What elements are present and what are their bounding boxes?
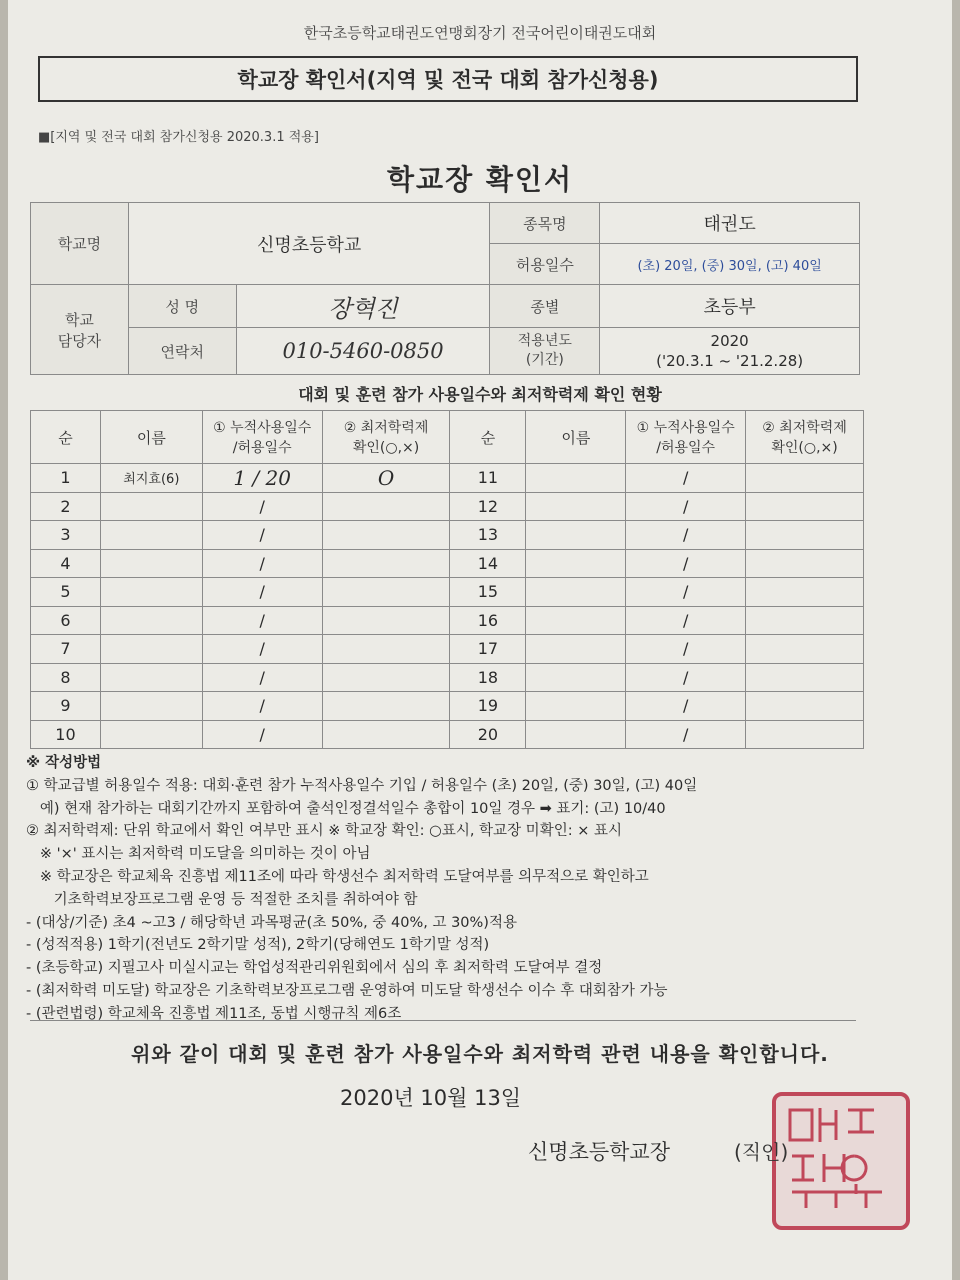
cell-num: 18 [450, 663, 526, 692]
cell-check [746, 578, 864, 607]
cell-name [100, 521, 202, 550]
instruction-line: - (성적적용) 1학기(전년도 2학기말 성적), 2학기(당해연도 1학기말 성적) [26, 937, 490, 954]
cell-num: 11 [450, 464, 526, 493]
table-row [31, 663, 864, 692]
cell-num: 19 [450, 692, 526, 721]
instructions [26, 752, 886, 1026]
cell-name [526, 578, 626, 607]
cell-name [100, 635, 202, 664]
table-row [31, 549, 864, 578]
school-label: 학교명 [31, 203, 129, 285]
allowed-label: 허용일수 [490, 244, 600, 285]
cell-usage: / [202, 578, 322, 607]
cell-usage: / [202, 549, 322, 578]
year-cell [600, 328, 860, 375]
school-value: 신명초등학교 [128, 203, 490, 285]
cell-num: 1 [31, 464, 101, 493]
cell-check [322, 720, 450, 749]
cell-name [526, 464, 626, 493]
sport-label: 종목명 [490, 203, 600, 244]
cell-name [100, 692, 202, 721]
cell-num: 4 [31, 549, 101, 578]
document-title: 학교장 확인서(지역 및 전국 대회 참가신청용) [38, 56, 858, 102]
col-check-right: ② 최저학력제 확인(○,×) [746, 411, 864, 464]
cell-name [100, 492, 202, 521]
cell-check [322, 578, 450, 607]
instruction-line: - (대상/기준) 초4 ~고3 / 해당학년 과목평균(초 50%, 중 40%, 고 30%)적용 [26, 914, 517, 931]
year-value: 2020 [710, 332, 749, 350]
cell-usage: / [626, 549, 746, 578]
cell-num: 17 [450, 635, 526, 664]
cell-usage: / [626, 663, 746, 692]
cell-name [526, 521, 626, 550]
cell-usage: 1 / 20 [202, 464, 322, 493]
cell-num: 8 [31, 663, 101, 692]
table-row [31, 578, 864, 607]
principal-title: 신명초등학교장 [528, 1140, 671, 1164]
table-row [31, 606, 864, 635]
confirmation-statement: 위와 같이 대회 및 훈련 참가 사용일수와 최저학력 관련 내용을 확인합니다. [131, 1042, 829, 1066]
cell-check [322, 692, 450, 721]
cell-name [526, 549, 626, 578]
cell-usage: / [202, 692, 322, 721]
cell-name [100, 606, 202, 635]
cell-usage: / [626, 635, 746, 664]
allowed-value: (초) 20일, (중) 30일, (고) 40일 [600, 244, 860, 285]
instruction-line: ※ '×' 표시는 최저학력 미도달을 의미하는 것이 아님 [26, 846, 371, 863]
col-usage-right: ① 누적사용일수 /허용일수 [626, 411, 746, 464]
col-num: 순 [31, 411, 101, 464]
instruction-line: ※ 학교장은 학교체육 진흥법 제11조에 따라 학생선수 최저학력 도달여부를 의무적으로 확인하고 [26, 868, 649, 885]
cell-usage: / [626, 521, 746, 550]
year-label: 적용년도 (기간) [490, 328, 600, 375]
cell-num: 15 [450, 578, 526, 607]
cell-num: 20 [450, 720, 526, 749]
instruction-line: ① 학교급별 허용일수 적용: 대회·훈련 참가 누적사용일수 기입 / 허용일수 (초) 20일, (중) 30일, (고) 40일 [26, 777, 698, 794]
col-check: ② 최저학력제 확인(○,×) [322, 411, 450, 464]
col-name: 이름 [100, 411, 202, 464]
table-row [31, 521, 864, 550]
cell-num: 14 [450, 549, 526, 578]
table-row [31, 464, 864, 493]
issue-date: 2020년 10월 13일 [340, 1086, 522, 1110]
info-table [30, 202, 860, 375]
category-label: 종별 [490, 285, 600, 328]
cell-num: 7 [31, 635, 101, 664]
seal-graphic [776, 1096, 898, 1218]
cell-num: 13 [450, 521, 526, 550]
cell-name [100, 549, 202, 578]
main-title: 학교장 확인서 [386, 163, 574, 196]
cell-num: 6 [31, 606, 101, 635]
sport-value: 태권도 [600, 203, 860, 244]
cell-name [526, 692, 626, 721]
cell-usage: / [626, 606, 746, 635]
cell-usage: / [626, 464, 746, 493]
cell-usage: / [626, 692, 746, 721]
cell-usage: / [202, 635, 322, 664]
cell-check [322, 663, 450, 692]
cell-num: 5 [31, 578, 101, 607]
cell-num: 3 [31, 521, 101, 550]
official-seal [772, 1092, 910, 1230]
category-value: 초등부 [600, 285, 860, 328]
cell-check [746, 492, 864, 521]
teacher-name-handwritten: 장혁진 [236, 285, 490, 328]
cell-check [322, 521, 450, 550]
cell-num: 12 [450, 492, 526, 521]
cell-check [746, 720, 864, 749]
section-title: 대회 및 훈련 참가 사용일수와 최저학력제 확인 현황 [298, 385, 662, 404]
cell-usage: / [202, 521, 322, 550]
col-usage: ① 누적사용일수 /허용일수 [202, 411, 322, 464]
col-name-right: 이름 [526, 411, 626, 464]
instruction-line: 기초학력보장프로그램 운영 등 적절한 조치를 취하여야 함 [26, 891, 418, 908]
cell-usage: / [202, 663, 322, 692]
table-row [31, 492, 864, 521]
cell-name [526, 720, 626, 749]
cell-name [100, 578, 202, 607]
cell-usage: / [202, 720, 322, 749]
cell-name: 최지효(6) [100, 464, 202, 493]
subheader: ■[지역 및 전국 대회 참가신청용 2020.3.1 적용] [38, 130, 319, 145]
instruction-line: - (최저학력 미도달) 학교장은 기초학력보장프로그램 운영하여 미도달 학생선수 이수 후 대회참가 가능 [26, 982, 668, 999]
cell-check [746, 464, 864, 493]
usage-table [30, 410, 864, 749]
instructions-heading: ※ 작성방법 [26, 755, 102, 771]
contact-label: 연락처 [128, 328, 236, 375]
divider [30, 1020, 856, 1021]
cell-check [746, 635, 864, 664]
cell-name [526, 663, 626, 692]
instruction-line: ② 최저학력제: 단위 학교에서 확인 여부만 표시 ※ 학교장 확인: ○표시, 학교장 미확인: × 표시 [26, 823, 622, 840]
cell-num: 16 [450, 606, 526, 635]
seal-label: (직인) [734, 1140, 789, 1164]
table-row [31, 692, 864, 721]
cell-check [746, 549, 864, 578]
cell-name [526, 606, 626, 635]
instruction-line: - (관련법령) 학교체육 진흥법 제11조, 동법 시행규칙 제6조 [26, 1005, 402, 1022]
cell-num: 2 [31, 492, 101, 521]
cell-check: O [322, 464, 450, 493]
cell-check [322, 606, 450, 635]
year-period: ('20.3.1 ~ '21.2.28) [656, 352, 804, 370]
cell-name [100, 663, 202, 692]
table-row [31, 720, 864, 749]
cell-usage: / [626, 720, 746, 749]
usage-table-body [31, 464, 864, 749]
teacher-label: 학교 담당자 [31, 285, 129, 375]
cell-check [746, 521, 864, 550]
cell-check [746, 692, 864, 721]
event-header: 한국초등학교태권도연맹회장기 전국어린이태권도대회 [303, 24, 657, 42]
cell-num: 10 [31, 720, 101, 749]
instruction-line: 예) 현재 참가하는 대회기간까지 포함하여 출석인정결석일수 총합이 10일 경우 ➡ 표기: (고) 10/40 [26, 800, 666, 817]
cell-name [526, 635, 626, 664]
cell-usage: / [202, 492, 322, 521]
document-page [8, 0, 952, 1280]
table-row [31, 635, 864, 664]
cell-check [322, 635, 450, 664]
col-num-right: 순 [450, 411, 526, 464]
cell-usage: / [626, 578, 746, 607]
name-label: 성 명 [128, 285, 236, 328]
cell-check [322, 549, 450, 578]
cell-usage: / [202, 606, 322, 635]
cell-check [746, 606, 864, 635]
cell-num: 9 [31, 692, 101, 721]
cell-name [526, 492, 626, 521]
cell-check [322, 492, 450, 521]
cell-name [100, 720, 202, 749]
instruction-line: - (초등학교) 지필고사 미실시교는 학업성적관리위원회에서 심의 후 최저학력 도달여부 결정 [26, 960, 603, 977]
cell-usage: / [626, 492, 746, 521]
cell-check [746, 663, 864, 692]
contact-value-handwritten: 010-5460-0850 [236, 328, 490, 375]
